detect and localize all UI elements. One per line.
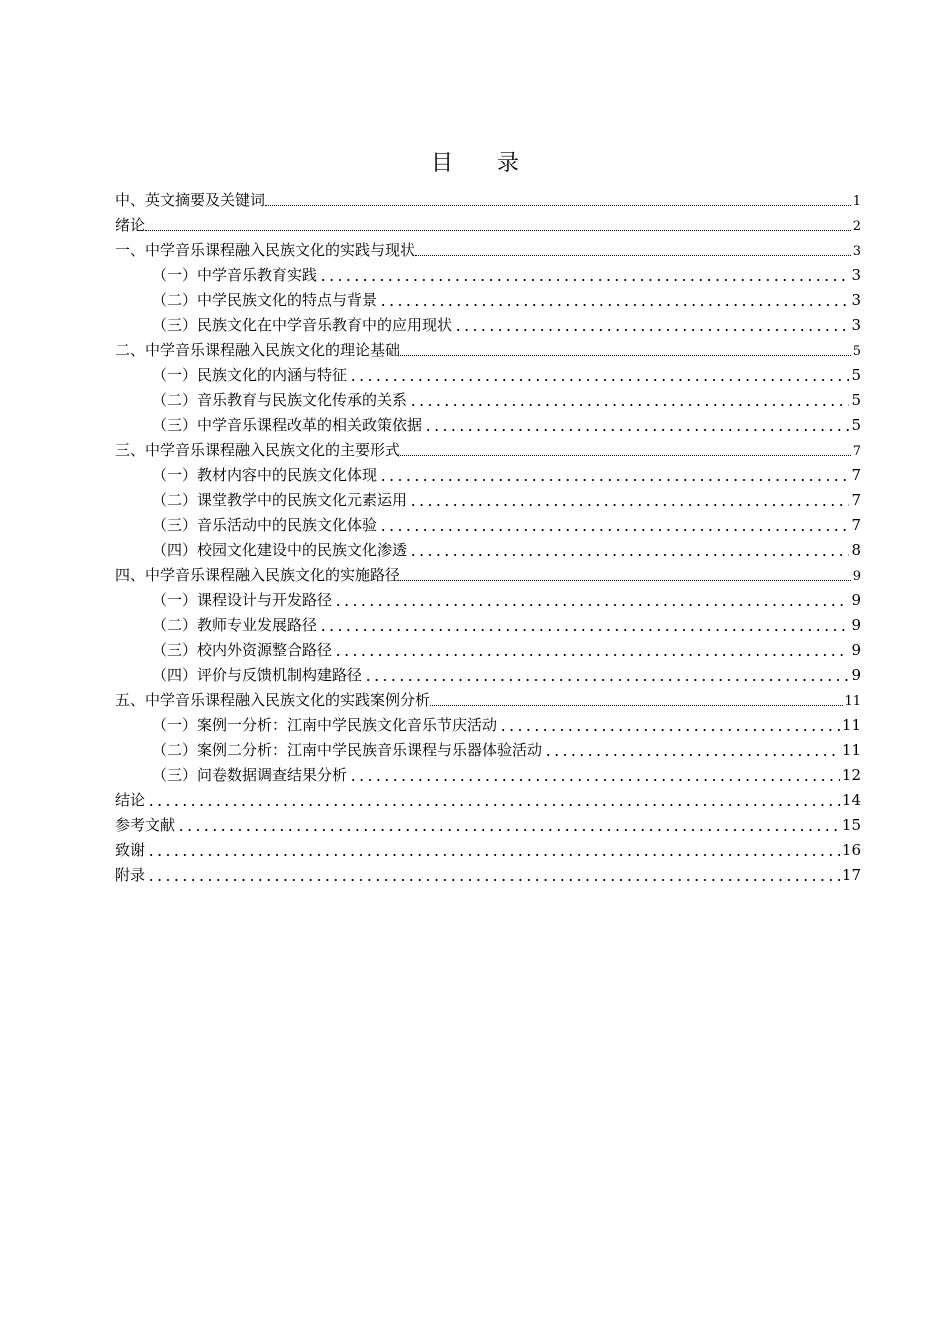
- toc-section-entry[interactable]: [115, 338, 861, 363]
- toc-entry-label: （二）课堂教学中的民族文化元素运用: [152, 491, 408, 509]
- toc-section-entry[interactable]: [115, 813, 861, 838]
- toc-page-number: 8: [851, 541, 861, 559]
- toc-dot-leader: [175, 813, 842, 838]
- toc-subsection-entry[interactable]: [115, 263, 861, 288]
- toc-section-entry[interactable]: [115, 863, 861, 888]
- toc-subsection-entry[interactable]: [115, 638, 861, 663]
- toc-entry-label: （一）民族文化的内涵与特征: [152, 366, 348, 384]
- toc-subsection-entry[interactable]: [115, 463, 861, 488]
- toc-entry-label: 致谢: [115, 841, 146, 859]
- toc-dot-leader: [317, 263, 851, 288]
- toc-entry-label: （三）问卷数据调查结果分析: [152, 766, 348, 784]
- toc-title-char: 目: [430, 151, 453, 176]
- toc-dot-leader: [145, 838, 842, 863]
- toc-page-number: 3: [852, 244, 861, 259]
- toc-dot-leader: [332, 638, 851, 663]
- toc-section-entry[interactable]: [115, 438, 861, 463]
- toc-page-number: 5: [851, 416, 861, 434]
- toc-entry-label: （二）教师专业发展路径: [152, 616, 318, 634]
- toc-dot-leader: [362, 663, 851, 688]
- toc-dot-leader: [452, 313, 851, 338]
- toc-entry-label: （一）课程设计与开发路径: [152, 591, 333, 609]
- toc-entry-label: 参考文献: [115, 816, 176, 834]
- toc-dot-leader: [377, 513, 851, 538]
- toc-entry-label: （二）中学民族文化的特点与背景: [152, 291, 378, 309]
- toc-entry-label: （三）民族文化在中学音乐教育中的应用现状: [152, 316, 453, 334]
- toc-title: [0, 146, 950, 177]
- toc-subsection-entry[interactable]: [115, 763, 861, 788]
- toc-page-number: 9: [851, 616, 861, 634]
- toc-dot-leader: [407, 488, 851, 513]
- toc-dot-leader: [400, 438, 852, 463]
- toc-subsection-entry[interactable]: [115, 713, 861, 738]
- toc-page-number: 14: [841, 791, 861, 809]
- toc-title-char: 录: [497, 151, 520, 176]
- toc-section-entry[interactable]: [115, 213, 861, 238]
- toc-subsection-entry[interactable]: [115, 663, 861, 688]
- toc-page-number: 3: [851, 316, 861, 334]
- toc-section-entry[interactable]: [115, 688, 861, 713]
- toc-dot-leader: [542, 738, 842, 763]
- toc-section-entry[interactable]: [115, 788, 861, 813]
- toc-section-entry[interactable]: [115, 838, 861, 863]
- toc-dot-leader: [347, 763, 842, 788]
- toc-subsection-entry[interactable]: [115, 738, 861, 763]
- toc-dot-leader: [497, 713, 842, 738]
- toc-entry-label: 三、中学音乐课程融入民族文化的主要形式: [115, 441, 401, 459]
- toc-page-number: 15: [841, 816, 861, 834]
- toc-dot-leader: [265, 188, 852, 213]
- toc-entry-label: 四、中学音乐课程融入民族文化的实施路径: [115, 566, 401, 584]
- toc-dot-leader: [145, 863, 842, 888]
- toc-dot-leader: [407, 538, 851, 563]
- toc-dot-leader: [400, 338, 852, 363]
- toc-dot-leader: [332, 588, 851, 613]
- toc-page-number: 3: [851, 266, 861, 284]
- toc-page-number: 11: [841, 741, 861, 759]
- toc-subsection-entry[interactable]: [115, 513, 861, 538]
- toc-subsection-entry[interactable]: [115, 288, 861, 313]
- toc-entry-label: （二）案例二分析：江南中学民族音乐课程与乐器体验活动: [152, 741, 543, 759]
- toc-entry-label: 一、中学音乐课程融入民族文化的实践与现状: [115, 241, 416, 259]
- toc-dot-leader: [145, 213, 852, 238]
- toc-page-number: 5: [851, 366, 861, 384]
- toc-entry-label: 二、中学音乐课程融入民族文化的理论基础: [115, 341, 401, 359]
- toc-page-number: 9: [851, 591, 861, 609]
- toc-section-entry[interactable]: [115, 188, 861, 213]
- toc-entry-label: （三）音乐活动中的民族文化体验: [152, 516, 378, 534]
- toc-dot-leader: [430, 688, 844, 713]
- toc-page-number: 16: [841, 841, 861, 859]
- toc-page-number: 7: [852, 444, 861, 459]
- toc-page-number: 17: [841, 866, 861, 884]
- toc-subsection-entry[interactable]: [115, 313, 861, 338]
- toc-page-number: 7: [851, 516, 861, 534]
- toc-dot-leader: [422, 413, 851, 438]
- toc-page-number: 11: [844, 694, 861, 709]
- toc-subsection-entry[interactable]: [115, 588, 861, 613]
- toc-dot-leader: [377, 288, 851, 313]
- toc-entry-label: 五、中学音乐课程融入民族文化的实践案例分析: [115, 691, 431, 709]
- toc-dot-leader: [400, 563, 852, 588]
- toc-page-number: 7: [851, 491, 861, 509]
- toc-subsection-entry[interactable]: [115, 363, 861, 388]
- toc-entry-label: （一）案例一分析：江南中学民族文化音乐节庆活动: [152, 716, 498, 734]
- toc-dot-leader: [407, 388, 851, 413]
- toc-page-number: 12: [841, 766, 861, 784]
- toc-subsection-entry[interactable]: [115, 413, 861, 438]
- toc-page-number: 9: [851, 641, 861, 659]
- toc-entry-label: （一）中学音乐教育实践: [152, 266, 318, 284]
- toc-dot-leader: [347, 363, 851, 388]
- toc-page-number: 9: [851, 666, 861, 684]
- toc-entry-label: 中、英文摘要及关键词: [115, 191, 266, 209]
- toc-entry-label: （四）校园文化建设中的民族文化渗透: [152, 541, 408, 559]
- toc-subsection-entry[interactable]: [115, 538, 861, 563]
- toc-page-number: 5: [852, 344, 861, 359]
- toc-page-number: 9: [852, 569, 861, 584]
- toc-page-number: 3: [851, 291, 861, 309]
- toc-section-entry[interactable]: [115, 238, 861, 263]
- toc-subsection-entry[interactable]: [115, 613, 861, 638]
- toc-dot-leader: [317, 613, 851, 638]
- toc-entry-label: 绪论: [115, 216, 146, 234]
- toc-page-number: 1: [852, 194, 861, 209]
- toc-dot-leader: [415, 238, 852, 263]
- toc-section-entry[interactable]: [115, 563, 861, 588]
- toc-entry-label: （三）中学音乐课程改革的相关政策依据: [152, 416, 423, 434]
- toc-page-number: 7: [851, 466, 861, 484]
- toc-dot-leader: [377, 463, 851, 488]
- toc-entry-label: （四）评价与反馈机制构建路径: [152, 666, 363, 684]
- toc-subsection-entry[interactable]: [115, 488, 861, 513]
- toc-entry-label: （三）校内外资源整合路径: [152, 641, 333, 659]
- toc-entry-label: 结论: [115, 791, 146, 809]
- toc-entry-label: 附录: [115, 866, 146, 884]
- toc-dot-leader: [145, 788, 842, 813]
- table-of-contents: [115, 188, 861, 888]
- toc-page-number: 5: [851, 391, 861, 409]
- toc-entry-label: （二）音乐教育与民族文化传承的关系: [152, 391, 408, 409]
- toc-page-number: 11: [841, 716, 861, 734]
- toc-subsection-entry[interactable]: [115, 388, 861, 413]
- toc-page-number: 2: [852, 219, 861, 234]
- toc-entry-label: （一）教材内容中的民族文化体现: [152, 466, 378, 484]
